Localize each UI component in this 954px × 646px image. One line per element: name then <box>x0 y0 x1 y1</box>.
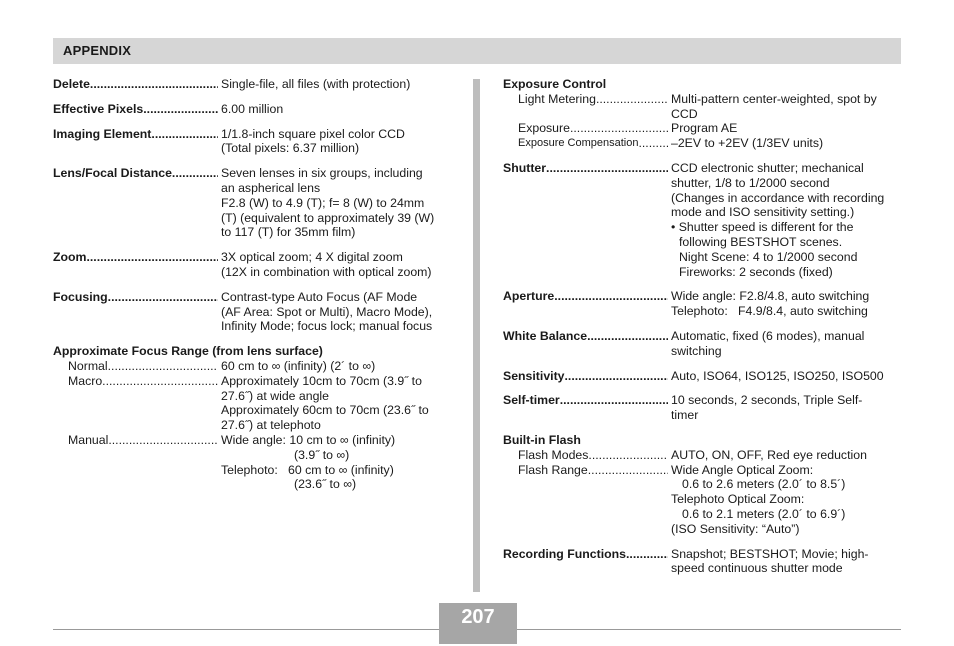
spec-value: Wide Angle Optical Zoom: 0.6 to 2.6 meters (2.0´ to 8.5´) Telephoto Optical Zoom: 0.6 to 2.1 meters (2.0´ to 6.9´) (ISO Sensitivity: “Auto”) <box>671 462 846 536</box>
spec-focus-range <box>53 344 458 492</box>
page-number-box-tab <box>439 629 517 644</box>
spec-sensitivity <box>503 369 908 384</box>
spec-value: Multi-pattern center-weighted, spot by CCD <box>671 91 877 121</box>
spec-section-title: Exposure Control <box>503 77 607 91</box>
spec-label: Aperture <box>503 289 555 304</box>
spec-value: AUTO, ON, OFF, Red eye reduction <box>671 447 867 462</box>
spec-value: CCD electronic shutter; mechanical shutter, 1/8 to 1/2000 second (Changes in accordance with recording mode and ISO sensitivity setting.) • Shutter speed is different for the following BESTSHOT scenes. Night Scene: 4 to 1/2000 second Fireworks: 2 seconds (fixed) <box>671 160 885 279</box>
spec-focus-macro <box>53 374 458 433</box>
spec-label: Zoom <box>53 250 87 265</box>
spec-label: Recording Functions <box>503 546 626 561</box>
column-divider <box>473 79 480 592</box>
spec-value: 3X optical zoom; 4 X digital zoom (12X in combination with optical zoom) <box>221 250 432 279</box>
spec-value: Seven lenses in six groups, including an aspherical lens F2.8 (W) to 4.9 (T); f= 8 (W) to 24mm (T) (equivalent to approximately 39 (W) to 117 (T) for 35mm film) <box>221 166 435 240</box>
spec-shutter <box>503 161 908 279</box>
spec-label: Imaging Element <box>53 126 152 141</box>
spec-self-timer <box>503 393 908 423</box>
spec-label: Flash Modes <box>518 447 589 462</box>
spec-effective-pixels <box>53 102 458 117</box>
spec-exposure-control <box>503 77 908 151</box>
spec-value: Program AE <box>671 121 738 136</box>
spec-value: Snapshot; BESTSHOT; Movie; high- speed continuous shutter mode <box>671 546 869 576</box>
spec-focus-manual <box>53 433 458 492</box>
spec-label: Macro <box>68 373 103 388</box>
spec-imaging-element <box>53 127 458 157</box>
spec-flash-modes <box>503 448 908 463</box>
spec-lens-focal-distance <box>53 166 458 240</box>
spec-label: Exposure <box>518 121 570 136</box>
spec-value: Wide angle: F2.8/4.8, auto switching Telephoto: F4.9/8.4, auto switching <box>671 289 870 319</box>
spec-exposure <box>503 121 908 136</box>
spec-value: 1/1.8-inch square pixel color CCD (Total pixels: 6.37 million) <box>221 126 405 156</box>
spec-label: Focusing <box>53 289 108 304</box>
page-number: 207 <box>461 606 495 628</box>
spec-label: Manual <box>68 432 109 447</box>
spec-value: Auto, ISO64, ISO125, ISO250, ISO500 <box>671 368 884 383</box>
spec-label: Normal <box>68 358 108 373</box>
spec-value: Contrast-type Auto Focus (AF Mode (AF Area: Spot or Multi), Macro Mode), Infinity Mode; focus lock; manual focus <box>221 289 433 334</box>
spec-label: Effective Pixels <box>53 101 144 116</box>
spec-focusing <box>53 290 458 334</box>
spec-label: Flash Range <box>518 462 588 477</box>
spec-label: Lens/Focal Distance <box>53 166 172 181</box>
spec-section-title: Approximate Focus Range (from lens surface) <box>53 344 323 359</box>
spec-label: Exposure Compensation <box>518 137 639 150</box>
section-title: APPENDIX <box>63 43 132 58</box>
spec-value: 60 cm to ∞ (infinity) (2´ to ∞) <box>221 358 376 373</box>
spec-value: 6.00 million <box>221 101 284 116</box>
spec-exposure-compensation <box>503 136 908 151</box>
spec-section-title: Built-in Flash <box>503 432 581 447</box>
spec-label: White Balance <box>503 328 588 343</box>
spec-aperture <box>503 289 908 319</box>
spec-focus-normal <box>53 359 458 374</box>
spec-flash-range <box>503 463 908 537</box>
spec-value: Wide angle: 10 cm to ∞ (infinity) (3.9˝ to ∞) Telephoto: 60 cm to ∞ (infinity) (23.6˝ to ∞) <box>221 432 396 492</box>
spec-value: Approximately 10cm to 70cm (3.9˝ to 27.6˝) at wide angle Approximately 60cm to 70cm (23.6˝ to 27.6˝) at telephoto <box>221 373 429 433</box>
spec-label: Shutter <box>503 160 547 175</box>
spec-column-right <box>503 77 908 576</box>
spec-column-left <box>53 77 458 492</box>
spec-delete <box>53 77 458 92</box>
page-number-box <box>439 603 517 629</box>
spec-white-balance <box>503 329 908 359</box>
spec-value: 10 seconds, 2 seconds, Triple Self- timer <box>671 393 863 423</box>
spec-built-in-flash <box>503 433 908 537</box>
section-header-bar <box>53 38 901 64</box>
spec-value: Single-file, all files (with protection) <box>221 77 411 91</box>
spec-value: –2EV to +2EV (1/3EV units) <box>671 136 824 151</box>
spec-value: Automatic, fixed (6 modes), manual switching <box>671 328 865 358</box>
spec-label: Delete <box>53 77 90 91</box>
spec-recording-functions <box>503 547 908 577</box>
spec-label: Sensitivity <box>503 368 565 383</box>
spec-light-metering <box>503 92 908 122</box>
spec-zoom <box>53 250 458 280</box>
spec-label: Light Metering <box>518 91 596 106</box>
spec-label: Self-timer <box>503 393 560 408</box>
